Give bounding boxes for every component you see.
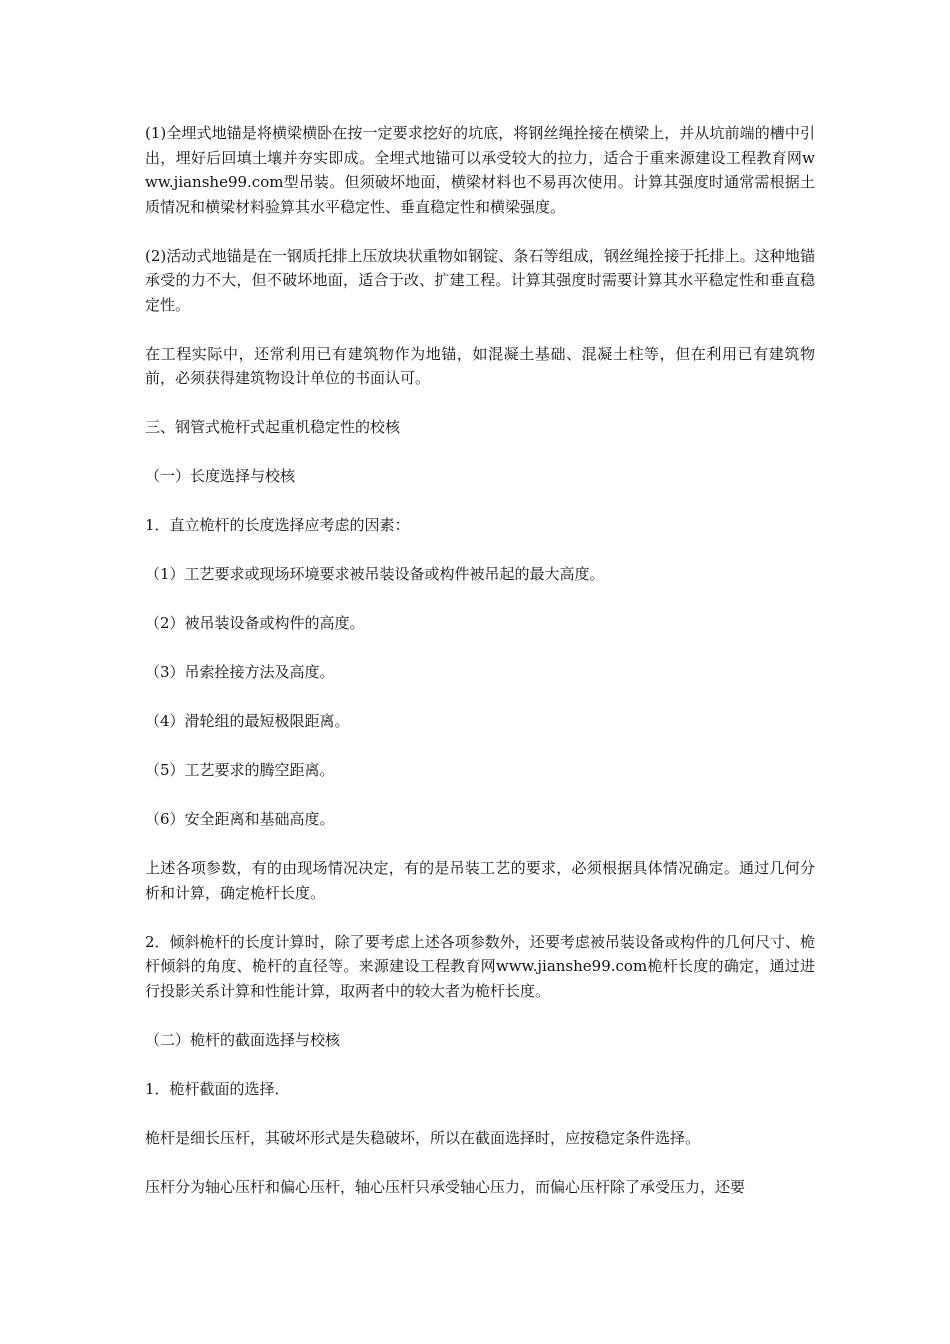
list-heading-vertical-mast: 1．直立桅杆的长度选择应考虑的因素： [145,516,410,534]
paragraph-inclined-mast: 2．倾斜桅杆的长度计算时，除了要考虑上述各项参数外，还要考虑被吊装设备或构件的几何尺寸、桅杆倾斜的角度、桅杆的直径等。来源建设工程教育网www.jianshe99.com桅杆长度的确定，通过进行投影关系计算和性能计算，取两者中的较大者为桅杆长度。 [145,932,815,1000]
paragraph-strut-types: 压杆分为轴心压杆和偏心压杆，轴心压杆只承受轴心压力，而偏心压杆除了承受压力，还要 [145,1177,746,1196]
paragraph-parameters-summary: 上述各项参数，有的由现场情况决定，有的是吊装工艺的要求，必须根据具体情况确定。通过几何分析和计算，确定桅杆长度。 [145,859,815,902]
subsection-heading-length: （一）长度选择与校核 [145,467,296,485]
list-item-6: （6）安全距离和基础高度。 [145,810,335,828]
list-item-3: （3）吊索拴接方法及高度。 [145,663,335,681]
paragraph-existing-building-anchor: 在工程实际中，还常利用已有建筑物作为地锚，如混凝土基础、混凝土柱等，但在利用已有建筑物前，必须获得建筑物设计单位的书面认可。 [145,344,815,387]
list-item-5: （5）工艺要求的腾空距离。 [145,761,335,779]
list-item-1: （1）工艺要求或现场环境要求被吊装设备或构件被吊起的最大高度。 [145,565,605,583]
list-heading-section-selection: 1．桅杆截面的选择． [145,1079,290,1098]
section-heading-mast-stability: 三、钢管式桅杆式起重机稳定性的校核 [145,418,401,436]
paragraph-slender-strut: 桅杆是细长压杆，其破坏形式是失稳破坏，所以在截面选择时，应按稳定条件选择。 [145,1128,701,1147]
list-item-4: （4）滑轮组的最短极限距离。 [145,712,350,730]
subsection-heading-section: （二）桅杆的截面选择与校核 [145,1030,341,1049]
paragraph-full-buried-anchor: (1)全埋式地锚是将横梁横卧在按一定要求挖好的坑底，将钢丝绳拴接在横梁上，并从坑前端的槽中引出，埋好后回填土壤并夯实即成。全埋式地锚可以承受较大的拉力，适合于重来源建设工程教育网www.jianshe99.com型吊装。但须破坏地面，横梁材料也不易再次使用。计算其强度时通常需根据土质情况和横梁材料验算其水平稳定性、垂直稳定性和横梁强度。 [145,124,815,216]
document-body [145,121,815,1224]
paragraph-movable-anchor: (2)活动式地锚是在一钢质托排上压放块状重物如钢锭、条石等组成，钢丝绳拴接于托排上。这种地锚承受的力不大，但不破坏地面，适合于改、扩建工程。计算其强度时需要计算其水平稳定性和垂直稳定性。 [145,246,815,314]
list-item-2: （2）被吊装设备或构件的高度。 [145,614,365,632]
